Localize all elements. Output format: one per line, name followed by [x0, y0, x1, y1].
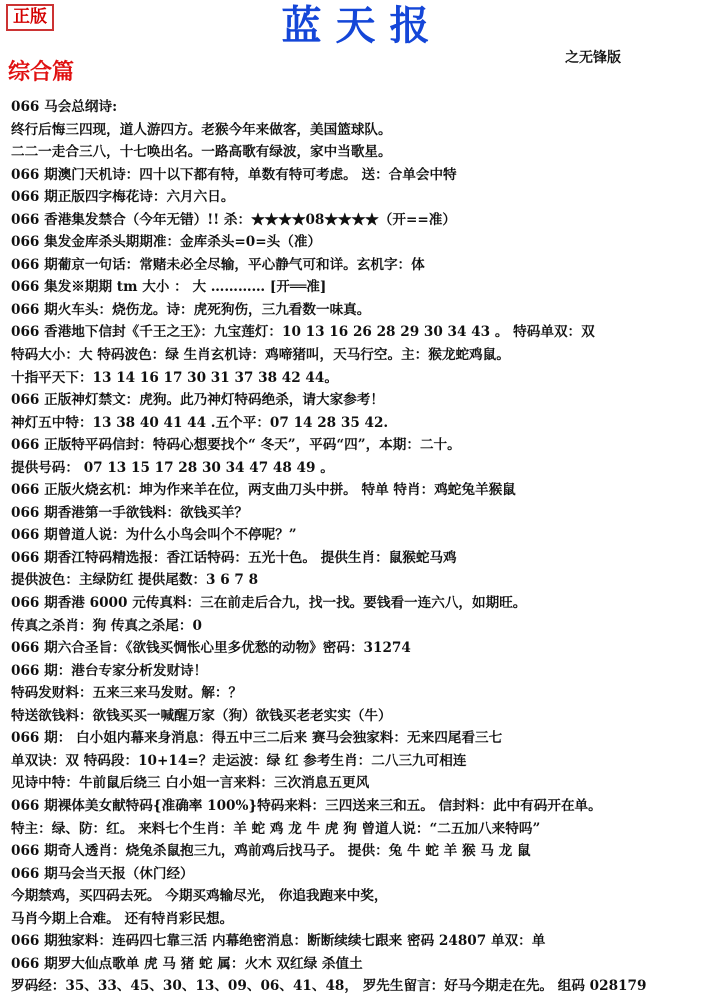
newspaper-title: 蓝天报	[281, 2, 444, 49]
edition-badge: 正版	[6, 4, 54, 31]
text-line: 066 马会总纲诗:	[11, 99, 118, 115]
text-line: 066 期香港第一手欲钱料：欲钱买羊？	[11, 504, 249, 521]
text-line: 066 期香港 6000 元传真料：三在前走后合九，找一找。要钱看一连六八，如期旺。	[11, 595, 527, 612]
text-line: 特码发财料：五来三来马发财。解：？	[11, 685, 243, 702]
text-line: 二二一走合三八，十七唤出名。一路高歌有绿波，家中当歌星。	[11, 144, 392, 161]
text-line: 066 正版特平码信封：特码心想要找个“ 冬天”，平码“四”，本期：二十。	[11, 437, 461, 454]
text-line: 066 期正版四字梅花诗：六月六日。	[11, 189, 235, 206]
text-line: 今期禁鸡，买四码去死。 今期买鸡输尽光， 你追我跑来中奖，	[11, 888, 388, 905]
text-line: 066 期香江特码精选报：香江话特码：五光十色。 提供生肖：鼠猴蛇马鸡	[11, 549, 457, 566]
text-line: 提供号码： 07 13 15 17 28 30 34 47 48 49 。	[11, 459, 334, 476]
text-line: 十指平天下：13 14 16 17 30 31 37 38 42 44。	[11, 369, 338, 386]
text-line: 066 期裸体美女献特码{准确率 100%}特码来料：三四送来三和五。 信封料：此中有码开在单。	[11, 797, 602, 814]
text-line: 066 期火车头：烧伤龙。诗：虎死狗伤，三九看数一味真。	[11, 301, 371, 318]
text-line: 066 香港地下信封《千王之王》：九宝莲灯：10 13 16 26 28 29 30 34 43 。 特码单双：双	[11, 324, 595, 341]
section-heading: 综合篇	[8, 59, 75, 85]
text-line: 特码大小：大 特码波色：绿 生肖玄机诗：鸡啼猪叫，天马行空。主：猴龙蛇鸡鼠。	[11, 347, 510, 364]
text-line: 神灯五中特：13 38 40 41 44 .五个平：07 14 28 35 42.	[11, 414, 389, 431]
text-line: 066 正版火烧玄机：坤为作来羊在位，两支曲刀头中拼。 特单 特肖：鸡蛇兔羊猴鼠	[11, 482, 516, 499]
text-line: 传真之杀肖：狗 传真之杀尾：0	[11, 617, 202, 634]
text-line: 特主：绿、防：红。 来料七个生肖：羊 蛇 鸡 龙 牛 虎 狗 曾道人说：“二五加八来特吗”	[11, 820, 541, 837]
text-line: 罗码经：35、33、45、30、13、09、06、41、48， 罗先生留言：好马今期走在先。 组码 028179	[11, 978, 647, 995]
text-line: 终行后悔三四现，道人游四方。老猴今年来做客，美国篮球队。	[11, 121, 392, 138]
text-line: 066 期奇人透肖：烧兔杀鼠抱三九，鸡前鸡后找马子。 提供：兔 牛 蛇 羊 猴 马 龙 鼠	[11, 843, 531, 860]
text-line: 见诗中特：牛前鼠后绕三 白小姐一言来料：三次消息五更风	[11, 775, 370, 792]
text-line: 单双诀：双 特码段：10+14=？走运波：绿 红 参考生肖：二八三九可相连	[11, 752, 467, 769]
text-line: 特送欲钱料：欲钱买买一喊醒万家（狗）欲钱买老老实实（牛）	[11, 707, 392, 724]
text-line: 066 期：港台专家分析发财诗！	[11, 662, 208, 679]
text-line: 066 期马会当天报（休门经）	[11, 865, 194, 882]
text-line: 提供波色：主绿防红 提供尾数：3 6 7 8	[11, 572, 259, 589]
text-line: 马肖今期上合难。 还有特肖彩民想。	[11, 910, 234, 927]
text-line: 066 期澳门天机诗：四十以下都有特，单数有特可考虑。 送：合单会中特	[11, 166, 457, 183]
text-line: 066 期葡京一句话：常赌未必全尽输，平心静气可和详。玄机字：体	[11, 256, 425, 273]
text-line: 066 集发※期期 tm 大小 ： 大 ………… [开══准]	[11, 279, 327, 296]
text-line: 066 期独家料：连码四七靠三活 内幕绝密消息：断断续续七跟来 密码 24807 单双：单	[11, 933, 546, 950]
text-line: 066 期罗大仙点歌单 虎 马 猪 蛇 属：火木 双红绿 杀值土	[11, 955, 363, 972]
text-line: 066 期曾道人说：为什么小鸟会叫个不停呢？”	[11, 527, 297, 544]
text-line: 066 期： 白小姐内幕来身消息：得五中三二后来 赛马会独家料：无来四尾看三七	[11, 730, 503, 747]
article-body	[11, 96, 723, 998]
text-line: 066 集发金库杀头期期准：金库杀头=0=头（准）	[11, 234, 322, 251]
text-line: 066 正版神灯禁文：虎狗。此乃神灯特码绝杀，请大家参考！	[11, 392, 384, 409]
text-line: 066 期六合圣旨：《欲钱买惆怅心里多优愁的动物》密码：31274	[11, 640, 411, 657]
edition-subtitle: 之无锋版	[565, 50, 621, 66]
text-line: 066 香港集发禁合（今年无错）!! 杀：★★★★08★★★★（开==准）	[11, 211, 456, 228]
